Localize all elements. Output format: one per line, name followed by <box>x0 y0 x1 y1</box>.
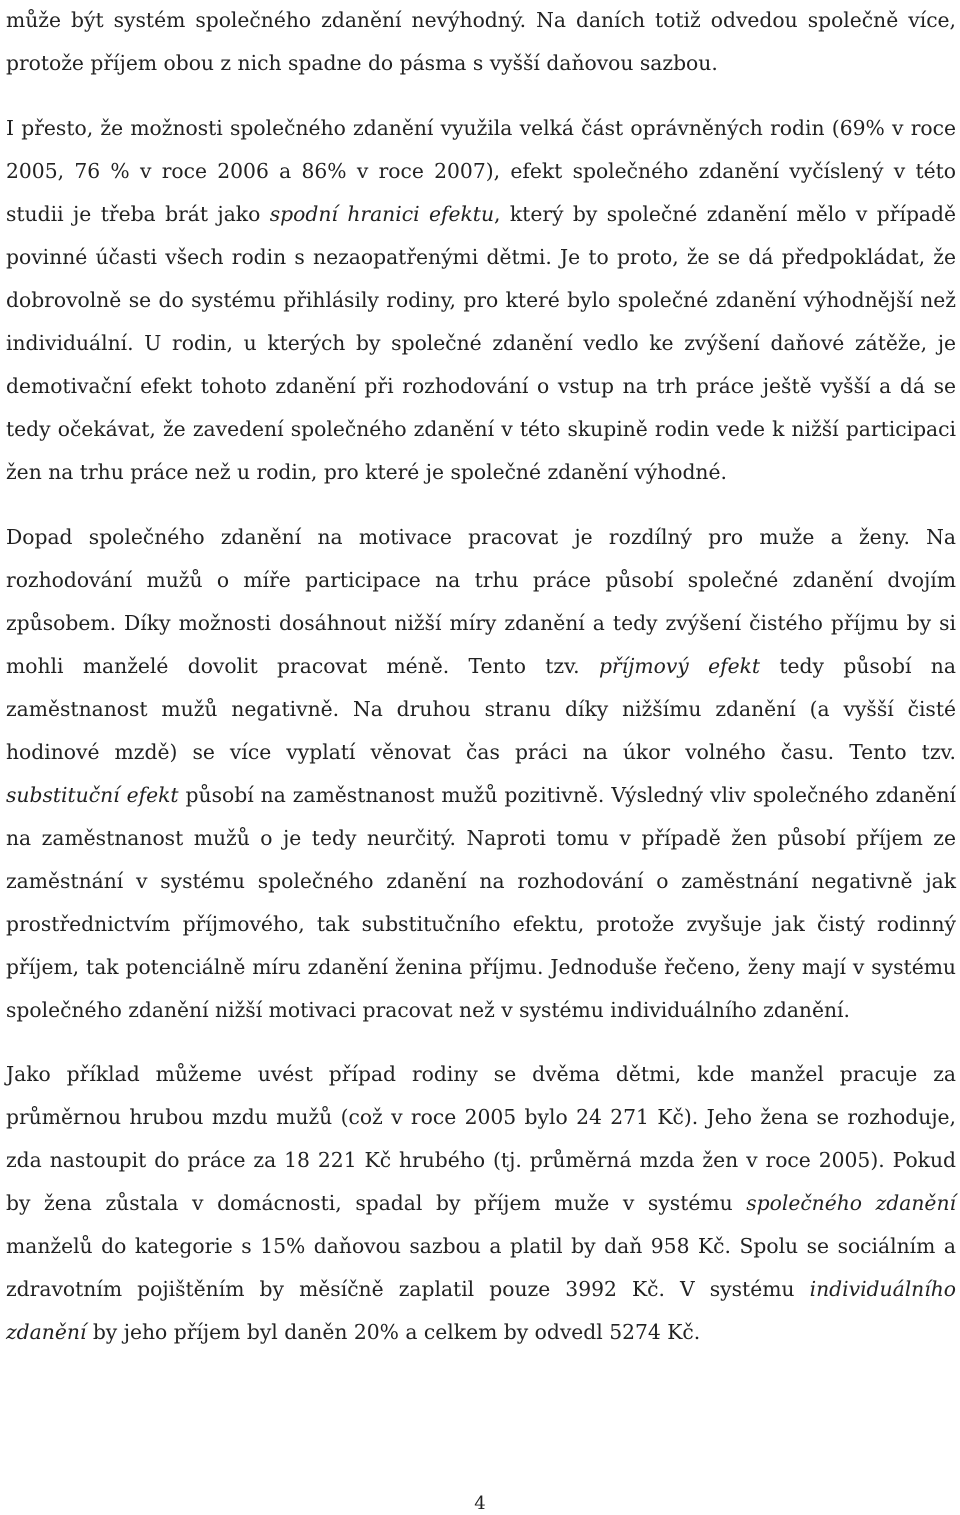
paragraph-text: tedy působí na zaměstnanost mužů negativně. Na druhou stranu díky nižšímu zdanění (a vyšší čisté hodinové mzdě) se více vyplatí věnovat čas práci na úkor volného času. Tento tzv. <box>6 654 956 764</box>
paragraph-example-family <box>6 1053 956 1354</box>
emphasis-text: substituční efekt <box>6 783 179 807</box>
paragraph-text: působí na zaměstnanost mužů pozitivně. Výsledný vliv společného zdanění na zaměstnanost mužů o je tedy neurčitý. Naproti tomu v případě žen působí příjem ze zaměstnání v systému společného zdanění na rozhodování o zaměstnání negativně jak prostřednictvím příjmového, tak substitučního efektu, protože zvyšuje jak čistý rodinný příjem, tak potenciálně míru zdanění ženina příjmu. Jednoduše řečeno, ženy mají v systému společného zdanění nižší motivaci pracovat než v systému individuálního zdanění. <box>6 783 956 1022</box>
paragraph-text: Jako příklad můžeme uvést případ rodiny se dvěma dětmi, kde manžel pracuje za průměrnou hrubou mzdu mužů (což v roce 2005 bylo 24 271 Kč). Jeho žena se rozhoduje, zda nastoupit do práce za 18 221 Kč hrubého (tj. průměrná mzda žen v roce 2005). Pokud by žena zůstala v domácnosti, spadal by příjem muže v systému <box>6 1062 956 1215</box>
paragraph-gender-effects <box>6 516 956 1032</box>
page-number: 4 <box>474 1493 486 1514</box>
emphasis-text: spodní hranici efektu <box>269 202 494 226</box>
paragraph-text: manželů do kategorie s 15% daňovou sazbou a platil by daň 958 Kč. Spolu se sociálním a zdravotním pojištěním by měsíčně zaplatil pouze 3992 Kč. V systému <box>6 1234 956 1301</box>
paragraph-continuation <box>6 0 956 85</box>
paragraph-text: I přesto, že možnosti společného zdanění využila velká část oprávněných rodin (69% v roce 2005, 76 % v roce 2006 a 86% v roce 2007), efekt společného zdanění vyčíslený v této studii je třeba brát jako <box>6 116 956 226</box>
paragraph-gap <box>6 494 956 516</box>
paragraph-gap <box>6 1032 956 1053</box>
paragraph-text: může být systém společného zdanění nevýhodný. Na daních totiž odvedou společně více, protože příjem obou z nich spadne do pásma s vyšší daňovou sazbou. <box>6 8 956 75</box>
paragraph-text: Dopad společného zdanění na motivace pracovat je rozdílný pro muže a ženy. Na rozhodování mužů o míře participace na trhu práce působí společné zdanění dvojím způsobem. Díky možnosti dosáhnout nižší míry zdanění a tedy zvýšení čistého příjmu by si mohli manželé dovolit pracovat méně. Tento tzv. <box>6 525 956 678</box>
paragraph-text: by jeho příjem byl daněn 20% a celkem by odvedl 5274 Kč. <box>86 1320 701 1344</box>
paragraph-text: , který by společné zdanění mělo v případě povinné účasti všech rodin s nezaopatřenými dětmi. Je to proto, že se dá předpokládat, že dobrovolně se do systému přihlásily rodiny, pro které bylo společné zdanění výhodnější než individuální. U rodin, u kterých by společné zdanění vedlo ke zvýšení daňové zátěže, je demotivační efekt tohoto zdanění při rozhodování o vstup na trh práce ještě vyšší a dá se tedy očekávat, že zavedení společného zdanění v této skupině rodin vede k nižší participaci žen na trhu práce než u rodin, pro které je společné zdanění výhodné. <box>6 202 956 484</box>
paragraph-joint-taxation-uptake <box>6 107 956 494</box>
emphasis-text: individuálního zdanění <box>6 1277 956 1344</box>
document-page <box>6 0 956 1354</box>
paragraph-gap <box>6 85 956 107</box>
emphasis-text: společného zdanění <box>746 1191 956 1215</box>
emphasis-text: příjmový efekt <box>598 654 761 678</box>
